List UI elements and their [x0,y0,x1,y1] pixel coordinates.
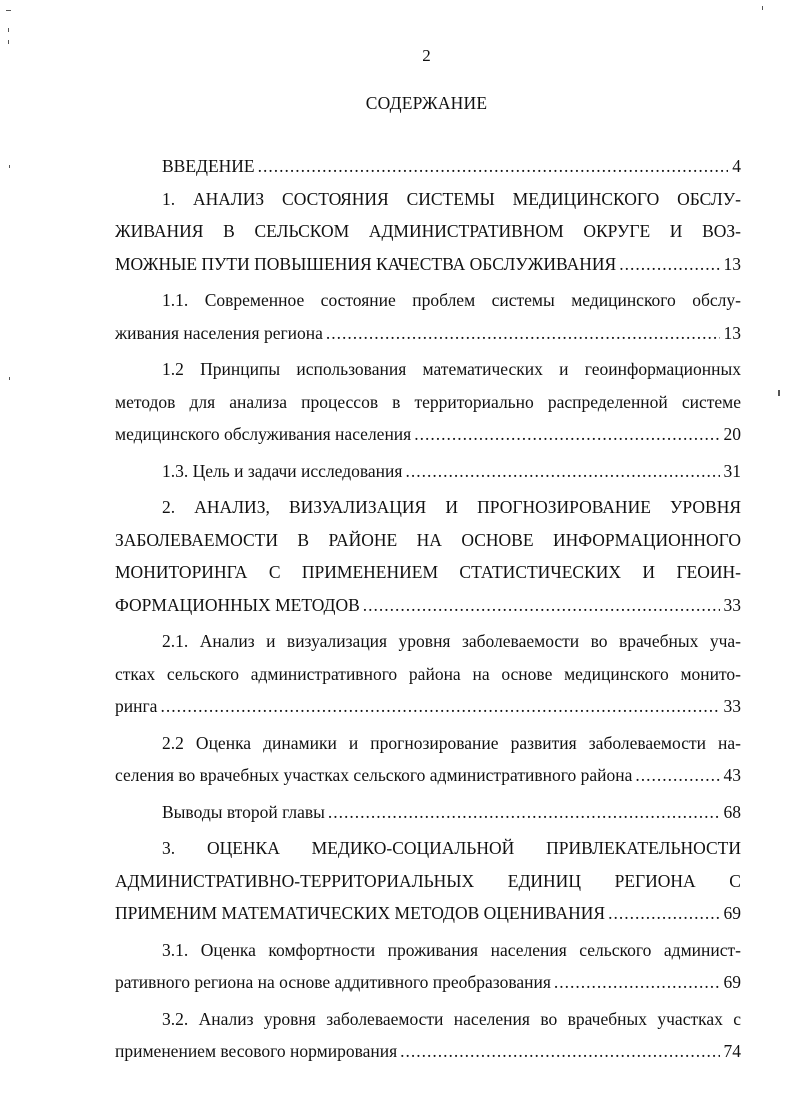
dot-leader [328,796,720,829]
toc-page-number: 74 [723,1041,741,1061]
toc-entry-line: ЖИВАНИЯ В СЕЛЬСКОМ АДМИНИСТРАТИВНОМ ОКРУГЕ И ВОЗ- [115,221,741,241]
toc-entry-line: МОЖНЫЕ ПУТИ ПОВЫШЕНИЯ КАЧЕСТВА ОБСЛУЖИВАНИЯ [115,253,617,274]
toc-entry-line: 2. АНАЛИЗ, ВИЗУАЛИЗАЦИЯ И ПРОГНОЗИРОВАНИЕ УРОВНЯ [162,497,741,517]
toc-entry-line: 3.2. Анализ уровня заболеваемости населения во врачебных участках с [162,1008,741,1029]
toc-entry-title: 1.3. Цель и задачи исследования [162,460,403,481]
dot-leader [619,248,719,281]
toc-entry-line: 3. ОЦЕНКА МЕДИКО-СОЦИАЛЬНОЙ ПРИВЛЕКАТЕЛЬНОСТИ [162,838,741,858]
dot-leader [258,150,729,183]
toc-page-number: 4 [732,156,741,176]
dot-leader [405,455,719,488]
toc-entry-line: 2.2 Оценка динамики и прогнозирование развития заболеваемости на- [162,732,741,753]
toc-entry-section-1-1[interactable] [115,284,741,349]
toc-page-number: 69 [723,972,741,992]
toc-entry-line: методов для анализа процессов в территориально распределенной системе [115,391,741,412]
dot-leader [635,759,719,792]
toc-page-number: 69 [723,903,741,923]
toc-entry-section-2-1[interactable] [115,625,741,723]
dot-leader [160,690,719,723]
toc-entry-intro[interactable] [115,150,741,183]
toc-entry-chapter-3[interactable] [115,832,741,930]
toc-entry-line: ПРИМЕНИМ МАТЕМАТИЧЕСКИХ МЕТОДОВ ОЦЕНИВАНИЯ [115,903,606,923]
toc-entry-section-3-2[interactable] [115,1003,741,1068]
page-number: 2 [422,46,431,65]
dot-leader [414,418,719,451]
table-of-contents [115,150,741,1068]
toc-page-number: 31 [723,460,741,481]
toc-entry-line: 1.2 Принципы использования математических и геоинформационных [162,359,741,379]
scan-speck [8,40,9,44]
toc-entry-line: МОНИТОРИНГА С ПРИМЕНЕНИЕМ СТАТИСТИЧЕСКИХ И ГЕОИН- [115,562,741,582]
toc-page-number: 68 [723,801,741,822]
dot-leader [400,1035,719,1068]
page-title: СОДЕРЖАНИЕ [365,93,488,113]
toc-entry-line: медицинского обслуживания населения [115,424,412,444]
toc-entry-line: 3.1. Оценка комфортности проживания населения сельского админист- [162,939,741,960]
toc-entry-section-1-3[interactable] [115,455,741,488]
toc-entry-conclusions-2[interactable] [115,796,741,829]
dot-leader [608,897,719,930]
toc-entry-line: ЗАБОЛЕВАЕМОСТИ В РАЙОНЕ НА ОСНОВЕ ИНФОРМАЦИОННОГО [115,529,741,550]
toc-entry-line: стках сельского административного района на основе медицинского монито- [115,663,741,684]
toc-page-number: 13 [723,322,741,343]
dot-leader [554,966,720,999]
toc-entry-title: Выводы второй главы [162,801,325,822]
toc-entry-line: 2.1. Анализ и визуализация уровня заболеваемости во врачебных уча- [162,631,741,651]
toc-entry-line: 1. АНАЛИЗ СОСТОЯНИЯ СИСТЕМЫ МЕДИЦИНСКОГО ОБСЛУ- [162,188,741,209]
toc-page-number: 33 [723,696,741,716]
toc-entry-section-2-2[interactable] [115,727,741,792]
scan-speck [778,390,780,396]
toc-entry-line: живания населения региона [115,322,323,343]
toc-entry-line: 1.1. Современное состояние проблем системы медицинского обслу- [162,290,741,310]
scan-speck [9,165,10,168]
scan-speck [8,28,9,32]
toc-entry-line: селения во врачебных участках сельского административного района [115,765,633,785]
toc-page-number: 33 [723,594,741,615]
toc-entry-line: АДМИНИСТРАТИВНО-ТЕРРИТОРИАЛЬНЫХ ЕДИНИЦ РЕГИОНА С [115,870,741,891]
toc-entry-chapter-1[interactable] [115,183,741,281]
toc-entry-line: применением весового нормирования [115,1041,398,1061]
toc-entry-section-3-1[interactable] [115,934,741,999]
toc-entry-title: ВВЕДЕНИЕ [162,156,255,176]
toc-page-number: 43 [723,765,741,785]
toc-page-number: 13 [723,253,741,274]
scan-speck [6,10,11,11]
toc-page-number: 20 [723,424,741,444]
toc-entry-line: ративного региона на основе аддитивного преобразования [115,972,551,992]
dot-leader [363,589,720,622]
toc-entry-chapter-2[interactable] [115,491,741,621]
toc-entry-line: ринга [115,696,158,716]
toc-entry-line: ФОРМАЦИОННЫХ МЕТОДОВ [115,594,360,615]
dot-leader [326,317,720,350]
toc-entry-section-1-2[interactable] [115,353,741,451]
scan-speck [762,6,763,10]
scan-speck [9,377,10,380]
